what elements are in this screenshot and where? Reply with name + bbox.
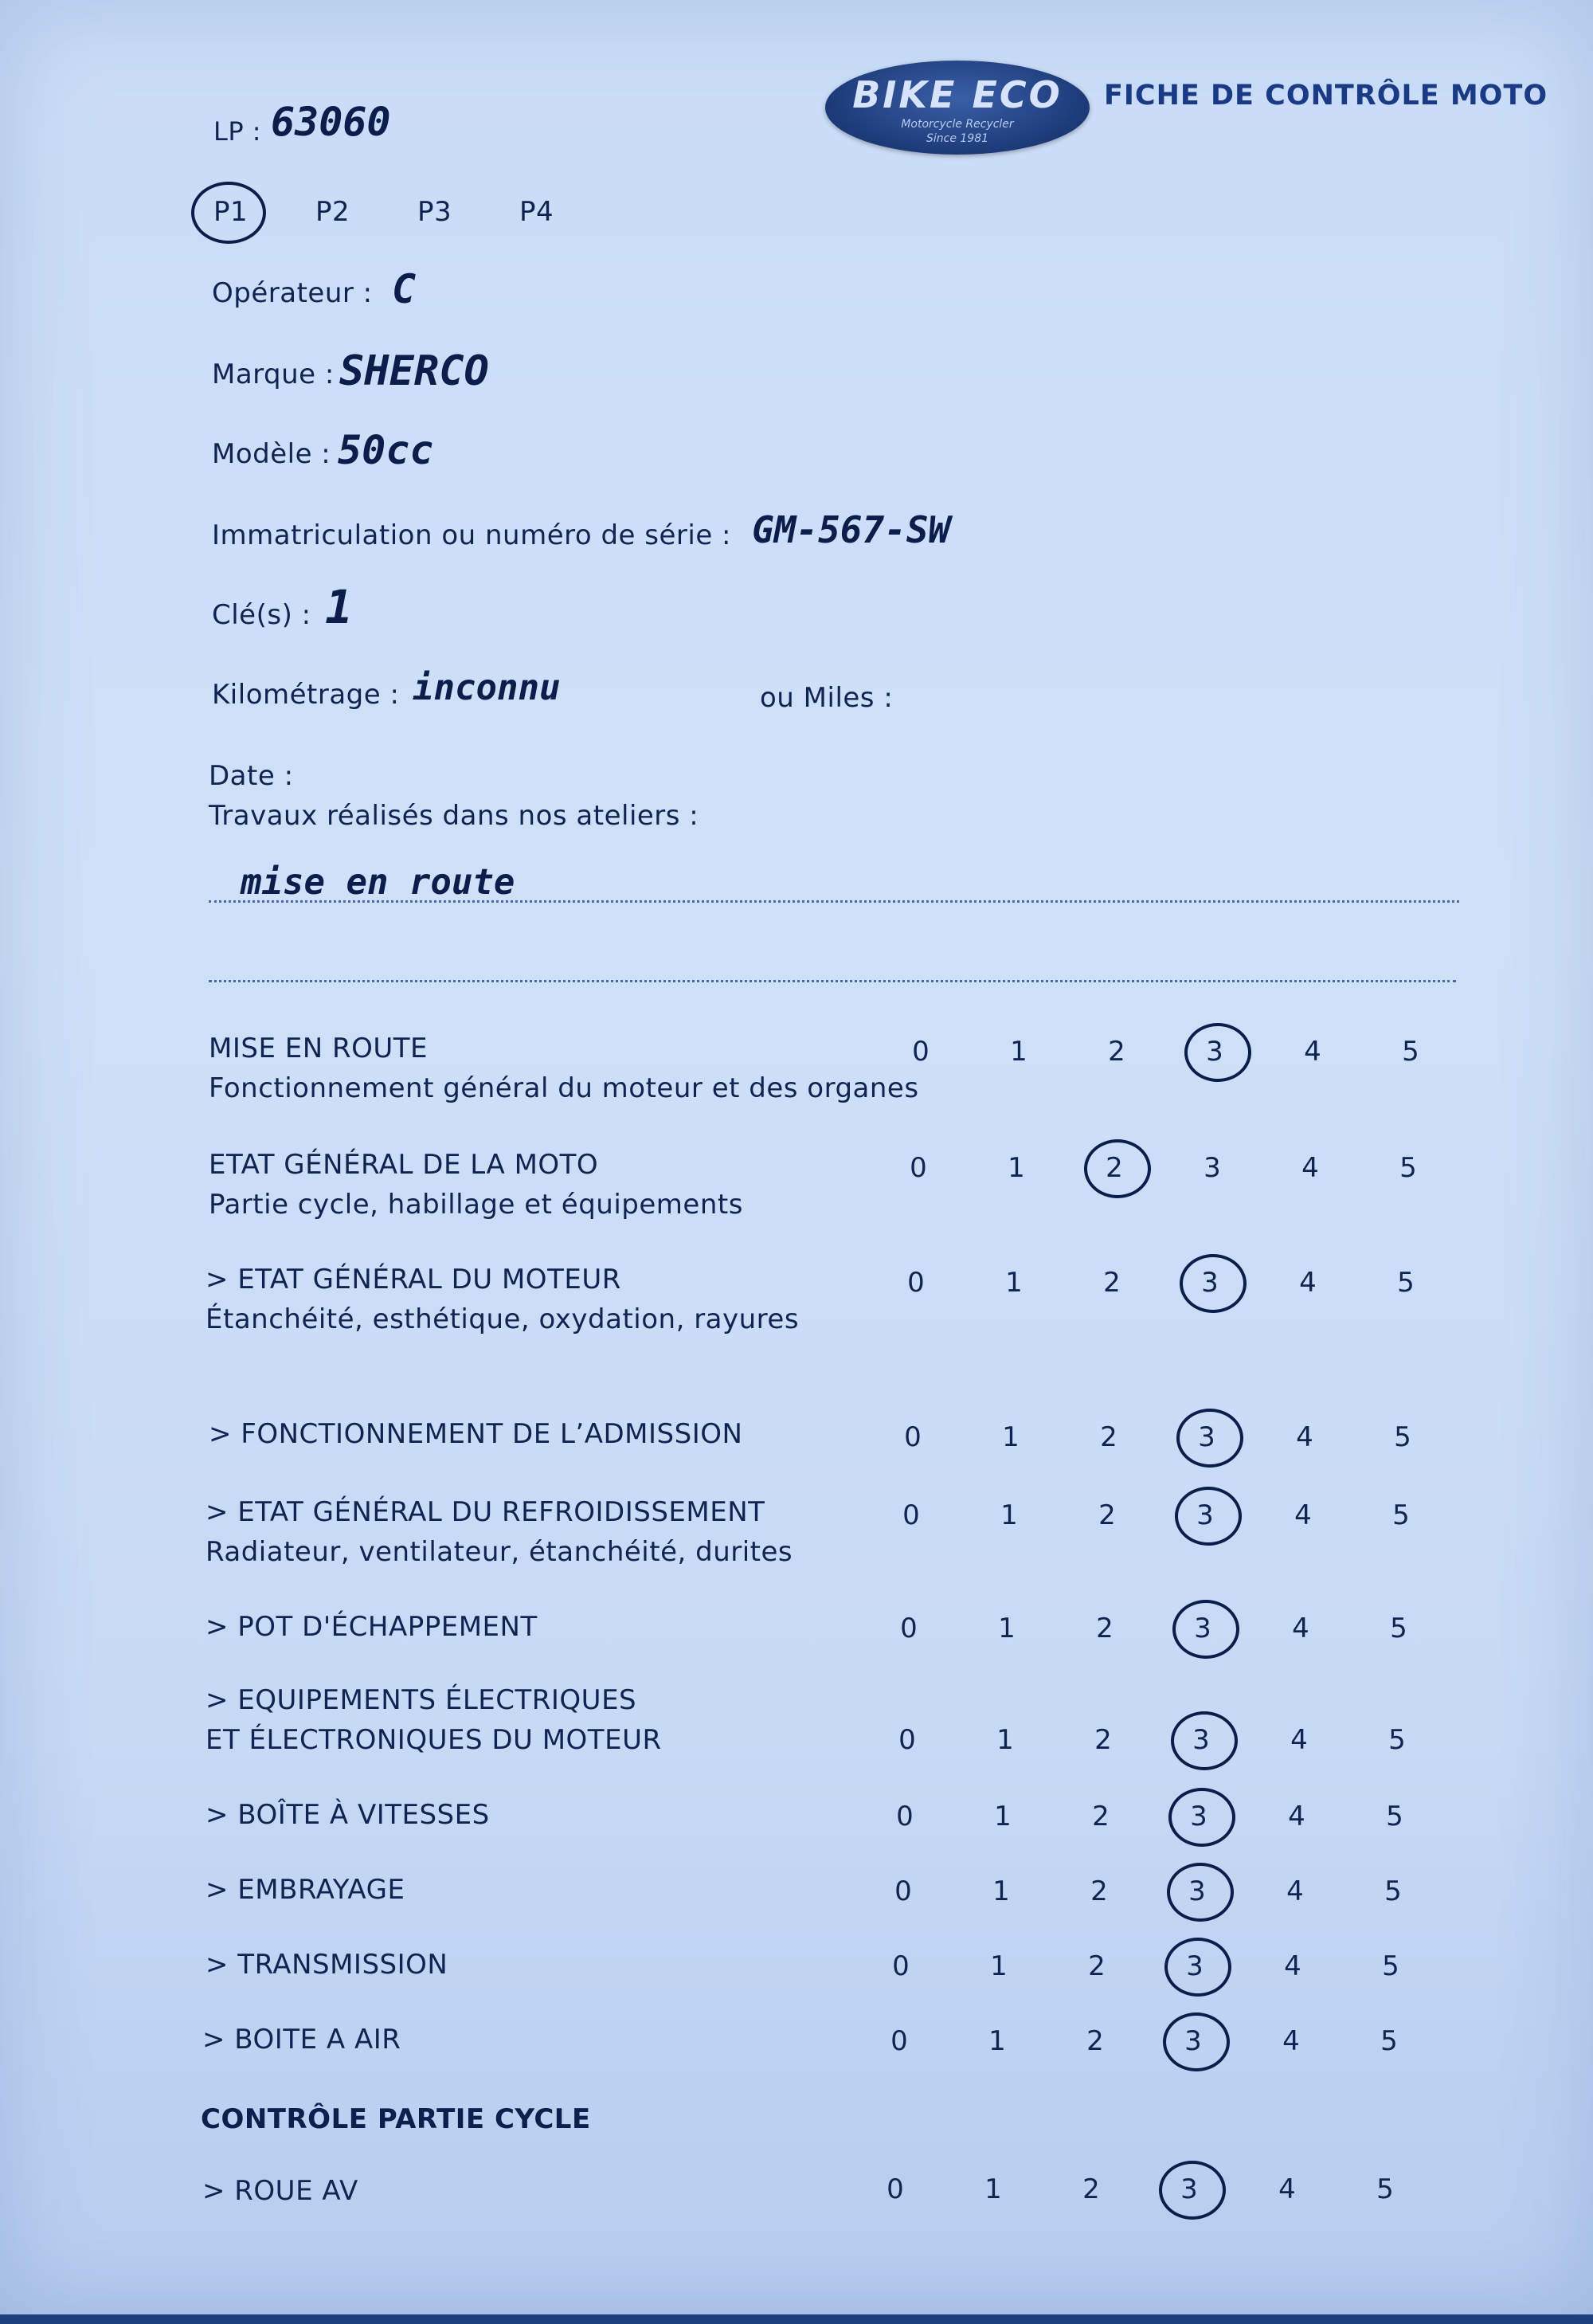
rating-option-0[interactable]: 0	[900, 1613, 918, 1644]
rating-option-3[interactable]: 3	[1180, 2173, 1198, 2205]
logo-brand: BIKE ECO	[852, 73, 1063, 116]
rating-selected-circle	[1167, 1863, 1234, 1922]
rating-option-2[interactable]: 2	[1103, 1267, 1121, 1299]
bike-eco-logo	[825, 61, 1090, 155]
rating-title: > EQUIPEMENTS ÉLECTRIQUES	[205, 1684, 637, 1716]
rating-selected-circle	[1159, 2161, 1226, 2220]
rating-title: > ETAT GÉNÉRAL DU REFROIDISSEMENT	[205, 1496, 765, 1528]
rating-option-5[interactable]: 5	[1376, 2173, 1394, 2205]
rating-option-3[interactable]: 3	[1186, 1950, 1204, 1982]
rating-option-5[interactable]: 5	[1402, 1036, 1419, 1068]
rating-option-2[interactable]: 2	[1098, 1499, 1116, 1531]
position-p4[interactable]: P4	[519, 196, 554, 228]
rating-option-2[interactable]: 2	[1088, 1950, 1106, 1982]
rating-title: > EMBRAYAGE	[205, 1874, 405, 1906]
rating-option-2[interactable]: 2	[1086, 2025, 1104, 2057]
rating-option-3[interactable]: 3	[1184, 2025, 1202, 2057]
rating-option-2[interactable]: 2	[1092, 1801, 1110, 1832]
rating-option-1[interactable]: 1	[984, 2173, 1002, 2205]
rating-option-1[interactable]: 1	[994, 1801, 1012, 1832]
cles-label: Clé(s) :	[212, 599, 311, 631]
rating-option-5[interactable]: 5	[1392, 1499, 1410, 1531]
km-value[interactable]: inconnu	[413, 668, 561, 708]
operateur-value[interactable]: C	[392, 266, 417, 312]
rating-option-1[interactable]: 1	[1002, 1421, 1020, 1453]
rating-subtitle: ET ÉLECTRONIQUES DU MOTEUR	[205, 1724, 662, 1756]
rating-option-2[interactable]: 2	[1090, 1875, 1108, 1907]
cles-value[interactable]: 1	[325, 580, 353, 634]
rating-title: > ROUE AV	[202, 2175, 358, 2207]
rating-option-0[interactable]: 0	[894, 1875, 912, 1907]
position-p3[interactable]: P3	[417, 196, 452, 228]
rating-option-3[interactable]: 3	[1201, 1267, 1219, 1299]
rating-option-4[interactable]: 4	[1294, 1499, 1312, 1531]
rating-option-2[interactable]: 2	[1096, 1613, 1114, 1644]
km-label: Kilométrage :	[212, 679, 400, 711]
logo-since: Since 1981	[926, 132, 989, 145]
rating-option-2[interactable]: 2	[1094, 1724, 1112, 1756]
rating-title: > POT D'ÉCHAPPEMENT	[205, 1611, 538, 1643]
rating-option-0[interactable]: 0	[907, 1267, 925, 1299]
rating-option-3[interactable]: 3	[1190, 1801, 1207, 1832]
logo-tagline: Motorcycle Recycler	[901, 118, 1014, 131]
rating-selected-circle	[1175, 1487, 1242, 1546]
rating-option-0[interactable]: 0	[902, 1499, 920, 1531]
rating-selected-circle	[1180, 1254, 1247, 1313]
rating-option-0[interactable]: 0	[904, 1421, 922, 1453]
position-p1[interactable]: P1	[213, 196, 249, 228]
rating-title: > BOITE A AIR	[202, 2024, 401, 2056]
rating-title: MISE EN ROUTE	[209, 1033, 428, 1064]
rating-option-4[interactable]: 4	[1278, 2173, 1296, 2205]
rating-selected-circle	[1172, 1600, 1239, 1659]
rating-option-1[interactable]: 1	[996, 1724, 1014, 1756]
rating-option-4[interactable]: 4	[1286, 1875, 1304, 1907]
form-title: FICHE DE CONTRÔLE MOTO	[1104, 80, 1548, 112]
rating-option-0[interactable]: 0	[892, 1950, 910, 1982]
rating-selected-circle	[1164, 1938, 1231, 1997]
rating-title: > TRANSMISSION	[205, 1949, 448, 1981]
modele-value[interactable]: 50cc	[338, 427, 434, 473]
rating-option-2[interactable]: 2	[1082, 2173, 1100, 2205]
rating-option-4[interactable]: 4	[1296, 1421, 1313, 1453]
marque-label: Marque :	[212, 359, 335, 390]
rating-option-2[interactable]: 2	[1108, 1036, 1125, 1068]
rating-option-0[interactable]: 0	[912, 1036, 930, 1068]
rating-selected-circle	[1184, 1023, 1251, 1082]
marque-value[interactable]: SHERCO	[339, 347, 489, 395]
rating-option-5[interactable]: 5	[1382, 1950, 1399, 1982]
rating-option-4[interactable]: 4	[1299, 1267, 1317, 1299]
rating-option-3[interactable]: 3	[1198, 1421, 1215, 1453]
rating-option-5[interactable]: 5	[1384, 1875, 1402, 1907]
rating-option-1[interactable]: 1	[1000, 1499, 1018, 1531]
rating-option-0[interactable]: 0	[910, 1152, 927, 1184]
rating-selected-circle	[1176, 1409, 1243, 1468]
travaux-line-2	[209, 980, 1456, 982]
rating-option-1[interactable]: 1	[990, 1950, 1008, 1982]
rating-option-2[interactable]: 2	[1100, 1421, 1117, 1453]
rating-option-3[interactable]: 3	[1206, 1036, 1223, 1068]
rating-option-3[interactable]: 3	[1196, 1499, 1214, 1531]
rating-option-5[interactable]: 5	[1388, 1724, 1406, 1756]
rating-selected-circle	[1168, 1788, 1235, 1847]
modele-label: Modèle :	[212, 438, 331, 470]
rating-option-4[interactable]: 4	[1290, 1724, 1308, 1756]
rating-option-5[interactable]: 5	[1386, 1801, 1403, 1832]
rating-option-0[interactable]: 0	[896, 1801, 914, 1832]
rating-option-0[interactable]: 0	[890, 2025, 908, 2057]
rating-title: > FONCTIONNEMENT DE L’ADMISSION	[209, 1418, 743, 1450]
rating-option-1[interactable]: 1	[998, 1613, 1016, 1644]
rating-option-3[interactable]: 3	[1194, 1613, 1211, 1644]
rating-option-4[interactable]: 4	[1304, 1036, 1321, 1068]
rating-option-4[interactable]: 4	[1288, 1801, 1305, 1832]
section-cycle-title: CONTRÔLE PARTIE CYCLE	[201, 2103, 591, 2135]
immat-label: Immatriculation ou numéro de série :	[212, 519, 731, 551]
rating-option-1[interactable]: 1	[992, 1875, 1010, 1907]
rating-option-5[interactable]: 5	[1397, 1267, 1415, 1299]
rating-selected-circle	[1084, 1139, 1151, 1198]
rating-option-3[interactable]: 3	[1192, 1724, 1210, 1756]
lp-value: 63060	[271, 99, 391, 145]
rating-option-1[interactable]: 1	[1008, 1152, 1025, 1184]
rating-option-2[interactable]: 2	[1106, 1152, 1123, 1184]
rating-title: > BOÎTE À VITESSES	[205, 1799, 490, 1831]
operateur-label: Opérateur :	[212, 277, 373, 309]
rating-subtitle: Étanchéité, esthétique, oxydation, rayures	[205, 1303, 800, 1335]
rating-option-4[interactable]: 4	[1282, 2025, 1300, 2057]
travaux-label: Travaux réalisés dans nos ateliers :	[209, 800, 699, 832]
rating-title: ETAT GÉNÉRAL DE LA MOTO	[209, 1149, 599, 1181]
rating-subtitle: Fonctionnement général du moteur et des organes	[209, 1072, 919, 1104]
rating-option-4[interactable]: 4	[1292, 1613, 1309, 1644]
rating-option-5[interactable]: 5	[1394, 1421, 1411, 1453]
travaux-value[interactable]: mise en route	[241, 862, 515, 903]
rating-subtitle: Radiateur, ventilateur, étanchéité, durites	[205, 1536, 793, 1568]
rating-option-1[interactable]: 1	[1005, 1267, 1023, 1299]
rating-option-0[interactable]: 0	[887, 2173, 904, 2205]
position-p2[interactable]: P2	[315, 196, 350, 228]
rating-option-1[interactable]: 1	[1010, 1036, 1027, 1068]
lp-label: LP :	[213, 116, 262, 147]
rating-option-3[interactable]: 3	[1188, 1875, 1206, 1907]
date-label: Date :	[209, 760, 294, 792]
rating-option-0[interactable]: 0	[898, 1724, 916, 1756]
rating-selected-circle	[1171, 1711, 1238, 1770]
rating-option-1[interactable]: 1	[988, 2025, 1006, 2057]
rating-subtitle: Partie cycle, habillage et équipements	[209, 1189, 743, 1221]
rating-option-3[interactable]: 3	[1204, 1152, 1221, 1184]
rating-option-4[interactable]: 4	[1301, 1152, 1319, 1184]
rating-title: > ETAT GÉNÉRAL DU MOTEUR	[205, 1264, 621, 1295]
rating-option-4[interactable]: 4	[1284, 1950, 1301, 1982]
immat-value[interactable]: GM-567-SW	[752, 508, 951, 551]
rating-option-5[interactable]: 5	[1380, 2025, 1398, 2057]
rating-option-5[interactable]: 5	[1390, 1613, 1407, 1644]
rating-option-5[interactable]: 5	[1399, 1152, 1417, 1184]
miles-label: ou Miles :	[760, 682, 894, 714]
rating-selected-circle	[1163, 2012, 1230, 2071]
